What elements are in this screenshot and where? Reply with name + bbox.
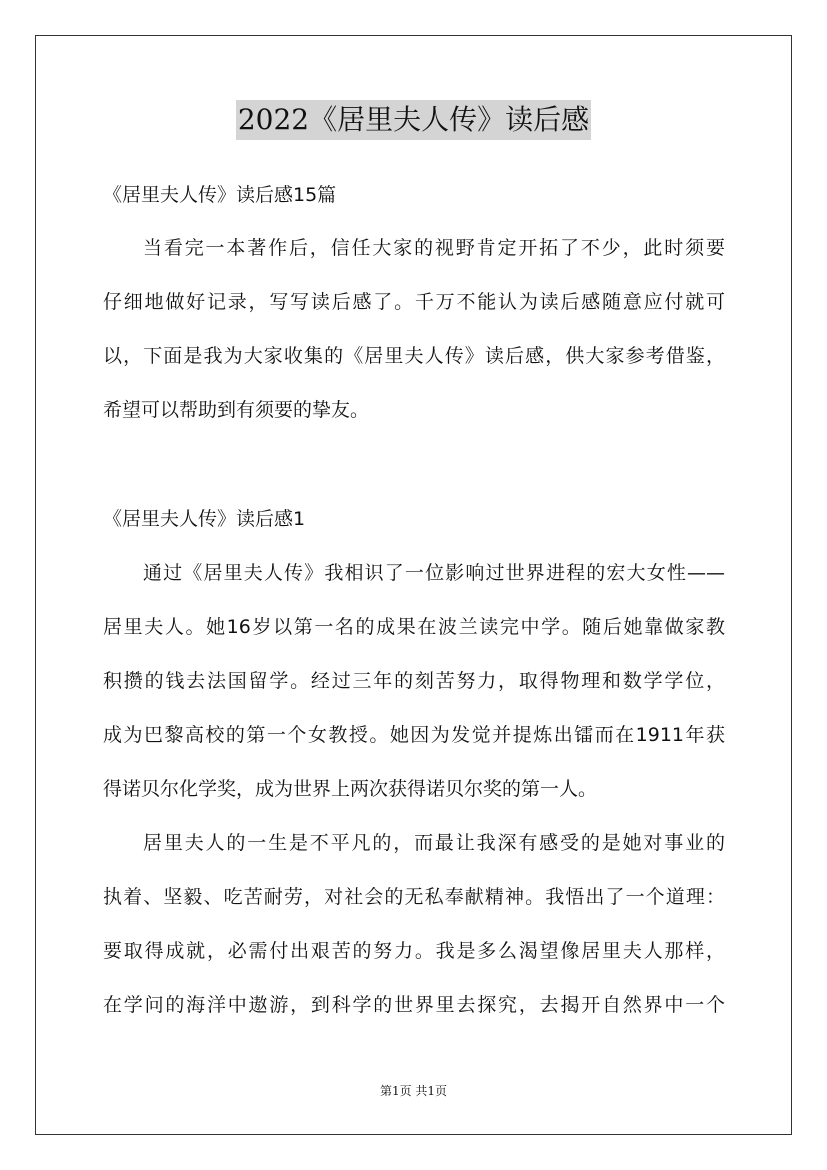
intro-line: 以，下面是我为大家收集的《居里夫人传》读后感，供大家参考借鉴， [103,345,725,367]
paragraph-line: 居里夫人的一生是不平凡的，而最让我深有感受的是她对事业的 [143,832,725,854]
page-number: 第1页 共1页 [379,1084,448,1098]
paragraph-line: 通过《居里夫人传》我相识了一位影响过世界进程的宏大女性—— [143,562,725,584]
section-heading: 《居里夫人传》读后感1 [103,508,306,530]
subtitle: 《居里夫人传》读后感15篇 [103,184,337,206]
paragraph-line: 居里夫人。她16岁以第一名的成果在波兰读完中学。随后她靠做家教 [103,616,725,638]
paragraph-line: 执着、坚毅、吃苦耐劳，对社会的无私奉献精神。我悟出了一个道理： [103,886,725,908]
paragraph-line: 在学问的海洋中遨游，到科学的世界里去探究，去揭开自然界中一个 [103,994,725,1016]
document-title: 2022《居里夫人传》读后感 [236,100,591,140]
intro-line: 当看完一本著作后，信任大家的视野肯定开拓了不少，此时须要 [143,237,725,259]
paragraph-line: 要取得成就，必需付出艰苦的努力。我是多么渴望像居里夫人那样， [103,940,725,962]
intro-line: 希望可以帮助到有须要的挚友。 [103,399,370,421]
intro-line: 仔细地做好记录，写写读后感了。千万不能认为读后感随意应付就可 [103,291,725,313]
paragraph-line: 得诺贝尔化学奖，成为世界上两次获得诺贝尔奖的第一人。 [103,778,598,800]
paragraph-line: 积攒的钱去法国留学。经过三年的刻苦努力，取得物理和数学学位， [103,670,725,692]
paragraph-line: 成为巴黎高校的第一个女教授。她因为发觉并提炼出镭而在1911年获 [103,724,725,746]
title-container [0,100,827,140]
